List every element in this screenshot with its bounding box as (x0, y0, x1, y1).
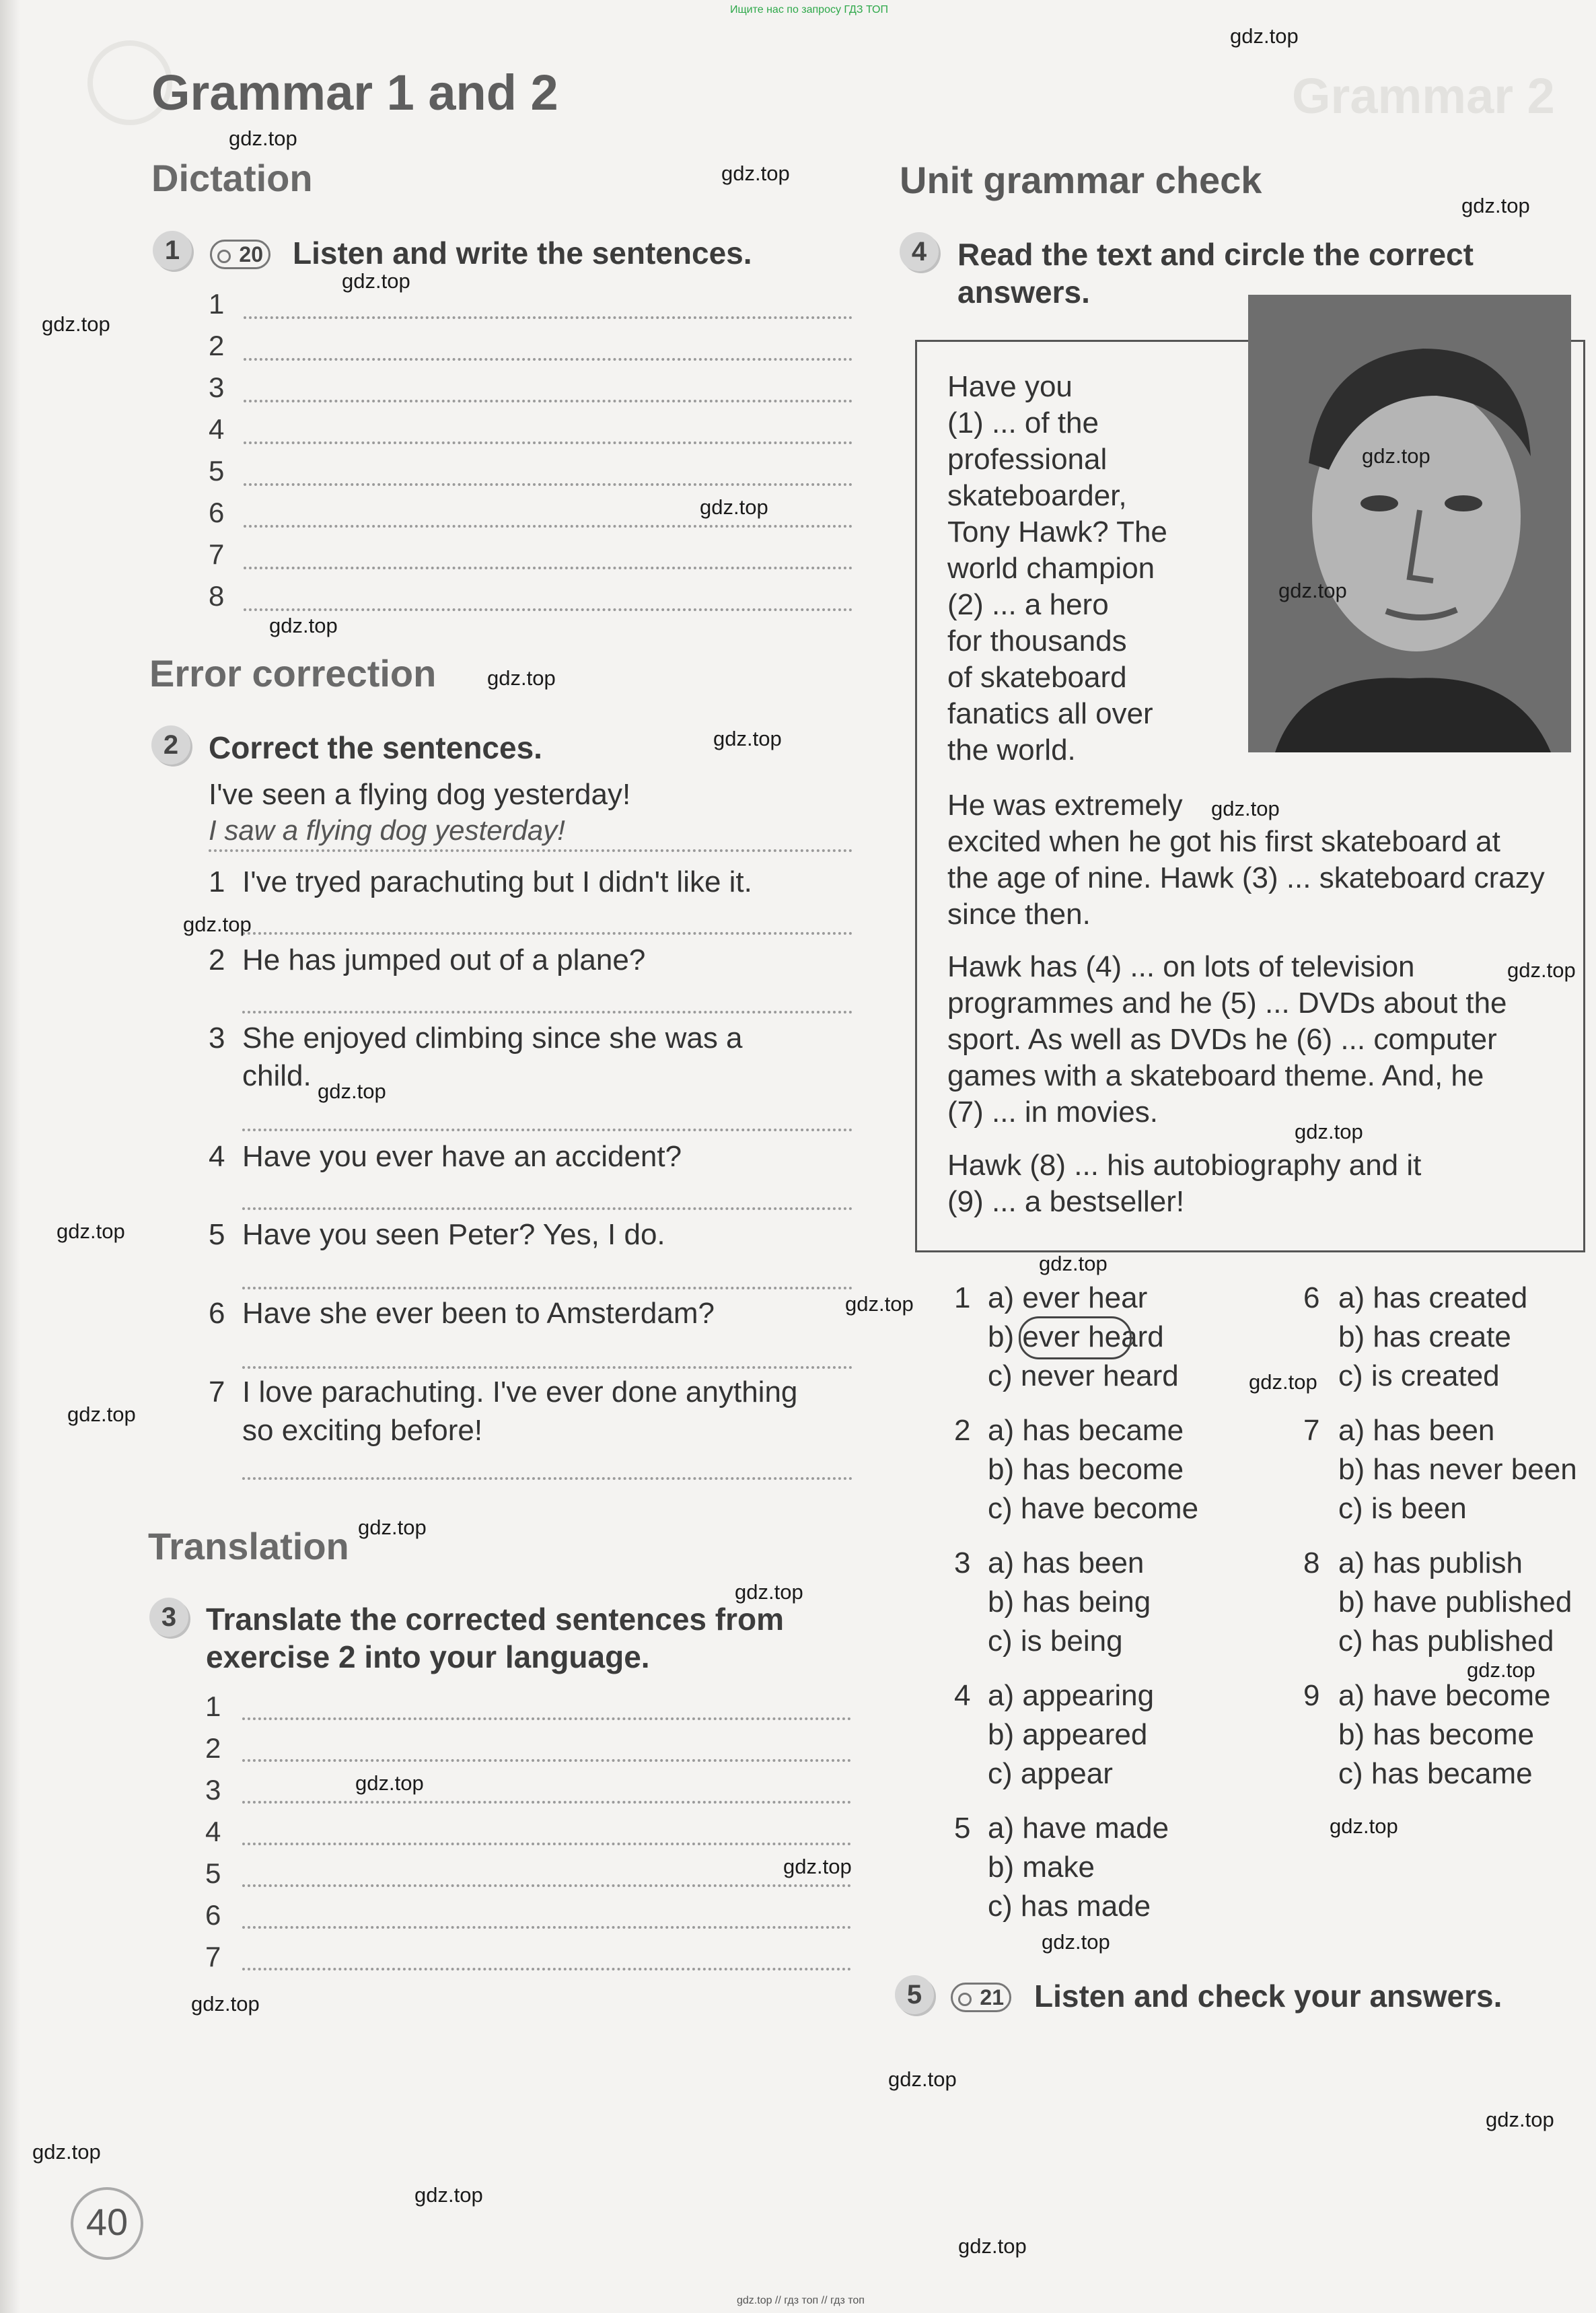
option-number: 4 (954, 1679, 971, 1712)
watermark: gdz.top (487, 666, 556, 690)
reading-paragraph-3 (947, 949, 1507, 1131)
option-b[interactable]: b) appeared (988, 1718, 1148, 1751)
watermark: gdz.top (1467, 1658, 1535, 1682)
text-line: Hawk has (4) ... on lots of television (947, 950, 1415, 983)
option-c[interactable]: c) is being (988, 1625, 1123, 1658)
watermark: gdz.top (32, 2140, 101, 2164)
watermark: gdz.top (183, 913, 252, 936)
text-line: fanatics all over (947, 697, 1153, 730)
text-line: Hawk (8) ... his autobiography and it (947, 1149, 1422, 1182)
option-number: 9 (1303, 1679, 1320, 1712)
watermark: gdz.top (355, 1771, 424, 1795)
watermark: gdz.top (42, 312, 110, 336)
cd-track-20-icon: 20 (210, 240, 270, 269)
text-line: (9) ... a bestseller! (947, 1185, 1185, 1218)
watermark: gdz.top (783, 1855, 852, 1878)
error-item-sentence: She enjoyed climbing since she was a (242, 1022, 743, 1055)
translation-answer-line[interactable] (242, 1759, 851, 1762)
translation-answer-line[interactable] (242, 1884, 851, 1887)
exercise-number-3: 3 (149, 1598, 188, 1637)
watermark: gdz.top (1042, 1930, 1110, 1954)
watermark: gdz.top (713, 727, 782, 750)
exercise-number-4: 4 (900, 232, 939, 271)
watermark: gdz.top (735, 1580, 803, 1604)
watermark: gdz.top (414, 2183, 483, 2207)
watermark: gdz.top (1230, 24, 1299, 48)
translation-heading: Translation (148, 1525, 349, 1567)
option-a[interactable]: a) have made (988, 1812, 1169, 1845)
option-a[interactable]: a) ever hear (988, 1281, 1148, 1314)
exercise-number-1: 1 (153, 231, 192, 270)
watermark: gdz.top (269, 614, 338, 637)
option-number: 3 (954, 1546, 971, 1579)
error-answer-line[interactable] (242, 1207, 853, 1210)
watermark: gdz.top (1330, 1814, 1398, 1838)
text-line: the world. (947, 734, 1076, 767)
translation-answer-line[interactable] (242, 1968, 851, 1970)
translation-line-number: 5 (205, 1857, 221, 1889)
translation-line-number: 2 (205, 1732, 221, 1764)
watermark: gdz.top (1211, 797, 1280, 820)
option-c[interactable]: c) have become (988, 1492, 1199, 1525)
error-item-sentence: I love parachuting. I've ever done anything (242, 1376, 798, 1409)
error-correction-instruction: Correct the sentences. (209, 730, 542, 765)
unit-grammar-check-heading: Unit grammar check (900, 159, 1262, 201)
text-line: for thousands (947, 625, 1127, 657)
error-answer-line[interactable] (242, 1287, 853, 1289)
option-b[interactable]: b) has never been (1338, 1453, 1577, 1486)
error-item-sentence: Have she ever been to Amsterdam? (242, 1297, 715, 1330)
error-item-sentence: I've tryed parachuting but I didn't like it. (242, 865, 752, 898)
translation-instruction: Translate the corrected sentences from (206, 1602, 784, 1637)
error-answer-line[interactable] (242, 1366, 853, 1369)
option-b[interactable]: b) ever heard (988, 1320, 1164, 1353)
translation-line-number: 3 (205, 1774, 221, 1806)
example-answer-line (209, 849, 853, 852)
dictation-line-number: 6 (209, 497, 225, 528)
option-number: 1 (954, 1281, 971, 1314)
error-item-number: 4 (209, 1140, 225, 1173)
exercise-number-2: 2 (151, 725, 190, 764)
text-line: (2) ... a hero (947, 588, 1109, 621)
option-b[interactable]: b) has become (988, 1453, 1184, 1486)
watermark: gdz.top (318, 1079, 386, 1103)
option-a[interactable]: a) has been (988, 1546, 1145, 1579)
watermark: gdz.top (342, 269, 410, 293)
dictation-answer-line[interactable] (244, 441, 853, 444)
dictation-line-number: 4 (209, 413, 225, 445)
reading-paragraph-1 (947, 369, 1167, 769)
error-answer-line[interactable] (242, 1129, 853, 1131)
translation-answer-line[interactable] (242, 1926, 851, 1929)
top-promo-note[interactable]: Ищите нас по запросу ГДЗ ТОП (730, 4, 888, 15)
watermark: gdz.top (888, 2067, 957, 2091)
text-line: (1) ... of the (947, 406, 1099, 439)
dictation-answer-line[interactable] (244, 358, 853, 361)
option-c[interactable]: c) appear (988, 1757, 1113, 1790)
option-number: 8 (1303, 1546, 1320, 1579)
dictation-heading: Dictation (151, 157, 313, 199)
error-item-number: 6 (209, 1297, 225, 1330)
example-corrected-sentence: I saw a flying dog yesterday! (209, 814, 565, 846)
option-c[interactable]: c) is been (1338, 1492, 1467, 1525)
option-number: 7 (1303, 1414, 1320, 1447)
bottom-note[interactable]: gdz.top // гдз топ // гдз топ (737, 2295, 865, 2306)
watermark: gdz.top (958, 2234, 1027, 2258)
error-item-sentence: He has jumped out of a plane? (242, 944, 646, 976)
watermark: gdz.top (358, 1516, 427, 1539)
watermark: gdz.top (1362, 444, 1430, 468)
dictation-answer-line[interactable] (244, 400, 853, 402)
text-line: since then. (947, 898, 1091, 931)
translation-answer-line[interactable] (242, 1801, 851, 1804)
exercise-number-5: 5 (895, 1975, 934, 2014)
option-c[interactable]: c) is created (1338, 1359, 1500, 1392)
option-a[interactable]: a) has became (988, 1414, 1184, 1447)
translation-answer-line[interactable] (242, 1717, 851, 1720)
answer-circle (1019, 1316, 1132, 1359)
option-number: 5 (954, 1812, 971, 1845)
option-b[interactable]: b) have published (1338, 1586, 1572, 1618)
error-answer-line[interactable] (242, 1011, 853, 1013)
dictation-line-number: 2 (209, 330, 225, 361)
error-correction-heading: Error correction (149, 652, 437, 695)
cd-track-21-icon: 21 (951, 1983, 1011, 2012)
watermark: gdz.top (1486, 2108, 1554, 2131)
dictation-answer-line[interactable] (244, 525, 853, 528)
error-item-number: 7 (209, 1376, 225, 1409)
watermark: gdz.top (1278, 579, 1347, 602)
page-left-edge-shadow (0, 0, 20, 2313)
bleed-through-title: Grammar 2 (1292, 68, 1555, 124)
text-line: of skateboard (947, 661, 1127, 694)
text-line: skateboarder, (947, 479, 1127, 512)
error-answer-line[interactable] (242, 1477, 853, 1480)
translation-line-number: 1 (205, 1691, 221, 1722)
dictation-line-number: 3 (209, 371, 225, 403)
dictation-answer-line[interactable] (244, 608, 853, 611)
text-line: sport. As well as DVDs he (6) ... computer (947, 1023, 1497, 1056)
watermark: gdz.top (1249, 1370, 1317, 1394)
error-answer-line[interactable] (242, 932, 853, 935)
error-item-number: 1 (209, 865, 225, 898)
text-line: Tony Hawk? The (947, 515, 1167, 548)
dictation-instruction: Listen and write the sentences. (293, 236, 752, 271)
translation-line-number: 4 (205, 1816, 221, 1847)
error-item-number: 5 (209, 1218, 225, 1251)
reading-paragraph-4 (947, 1147, 1421, 1220)
option-a[interactable]: a) appearing (988, 1679, 1155, 1712)
option-number: 6 (1303, 1281, 1320, 1314)
error-item-number: 3 (209, 1022, 225, 1055)
watermark: gdz.top (845, 1292, 914, 1316)
text-line: Have you (947, 370, 1073, 403)
page-title: Grammar 1 and 2 (151, 65, 558, 120)
error-item-sentence: Have you ever have an accident? (242, 1140, 682, 1173)
page-number: 40 (71, 2187, 143, 2260)
error-item-sentence: Have you seen Peter? Yes, I do. (242, 1218, 665, 1251)
dictation-line-number: 8 (209, 580, 225, 612)
text-line: (7) ... in movies. (947, 1096, 1158, 1129)
translation-line-number: 6 (205, 1899, 221, 1931)
portrait-illustration (1248, 295, 1571, 752)
watermark: gdz.top (191, 1992, 260, 2016)
dictation-line-number: 1 (209, 288, 225, 320)
error-item-sentence-continued: child. (242, 1059, 312, 1092)
text-line: the age of nine. Hawk (3) ... skateboard crazy (947, 861, 1545, 894)
watermark: gdz.top (1295, 1120, 1363, 1143)
option-a[interactable]: a) has created (1338, 1281, 1528, 1314)
unit-check-instruction: Read the text and circle the correct (957, 237, 1474, 272)
dictation-answer-line[interactable] (244, 316, 853, 319)
translation-instruction-continued: exercise 2 into your language. (206, 1639, 650, 1674)
option-a[interactable]: a) has publish (1338, 1546, 1523, 1579)
text-line: programmes and he (5) ... DVDs about the (947, 987, 1507, 1020)
watermark: gdz.top (721, 162, 790, 185)
translation-line-number: 7 (205, 1941, 221, 1972)
watermark: gdz.top (1039, 1252, 1108, 1275)
error-item-number: 2 (209, 944, 225, 976)
text-line: excited when he got his first skateboard at (947, 825, 1500, 858)
option-b[interactable]: b) make (988, 1851, 1095, 1884)
dictation-line-number: 5 (209, 455, 225, 487)
option-c[interactable]: c) never heard (988, 1359, 1179, 1392)
option-c[interactable]: c) has became (1338, 1757, 1533, 1790)
option-b[interactable]: b) has create (1338, 1320, 1511, 1353)
option-c[interactable]: c) has made (988, 1890, 1151, 1923)
watermark: gdz.top (700, 495, 768, 519)
watermark: gdz.top (1507, 958, 1576, 982)
text-line: He was extremely (947, 789, 1183, 822)
watermark: gdz.top (67, 1402, 136, 1426)
example-wrong-sentence: I've seen a flying dog yesterday! (209, 778, 631, 811)
dictation-answer-line[interactable] (244, 483, 853, 486)
tony-hawk-photo (1248, 295, 1571, 752)
watermark: gdz.top (1461, 194, 1530, 217)
option-b[interactable]: b) has become (1338, 1718, 1535, 1751)
error-item-sentence-continued: so exciting before! (242, 1414, 483, 1447)
dictation-answer-line[interactable] (244, 567, 853, 569)
option-c[interactable]: c) has published (1338, 1625, 1554, 1658)
text-line: professional (947, 443, 1108, 476)
text-line: games with a skateboard theme. And, he (947, 1059, 1484, 1092)
option-a[interactable]: a) has been (1338, 1414, 1495, 1447)
unit-check-instruction-continued: answers. (957, 275, 1090, 310)
option-a[interactable]: a) have become (1338, 1679, 1551, 1712)
listen-check-instruction: Listen and check your answers. (1034, 1979, 1502, 2014)
text-line: world champion (947, 552, 1155, 585)
option-number: 2 (954, 1414, 971, 1447)
watermark: gdz.top (57, 1219, 125, 1243)
watermark: gdz.top (229, 127, 297, 150)
dictation-line-number: 7 (209, 538, 225, 570)
translation-answer-line[interactable] (242, 1843, 851, 1845)
option-b[interactable]: b) has being (988, 1586, 1151, 1618)
